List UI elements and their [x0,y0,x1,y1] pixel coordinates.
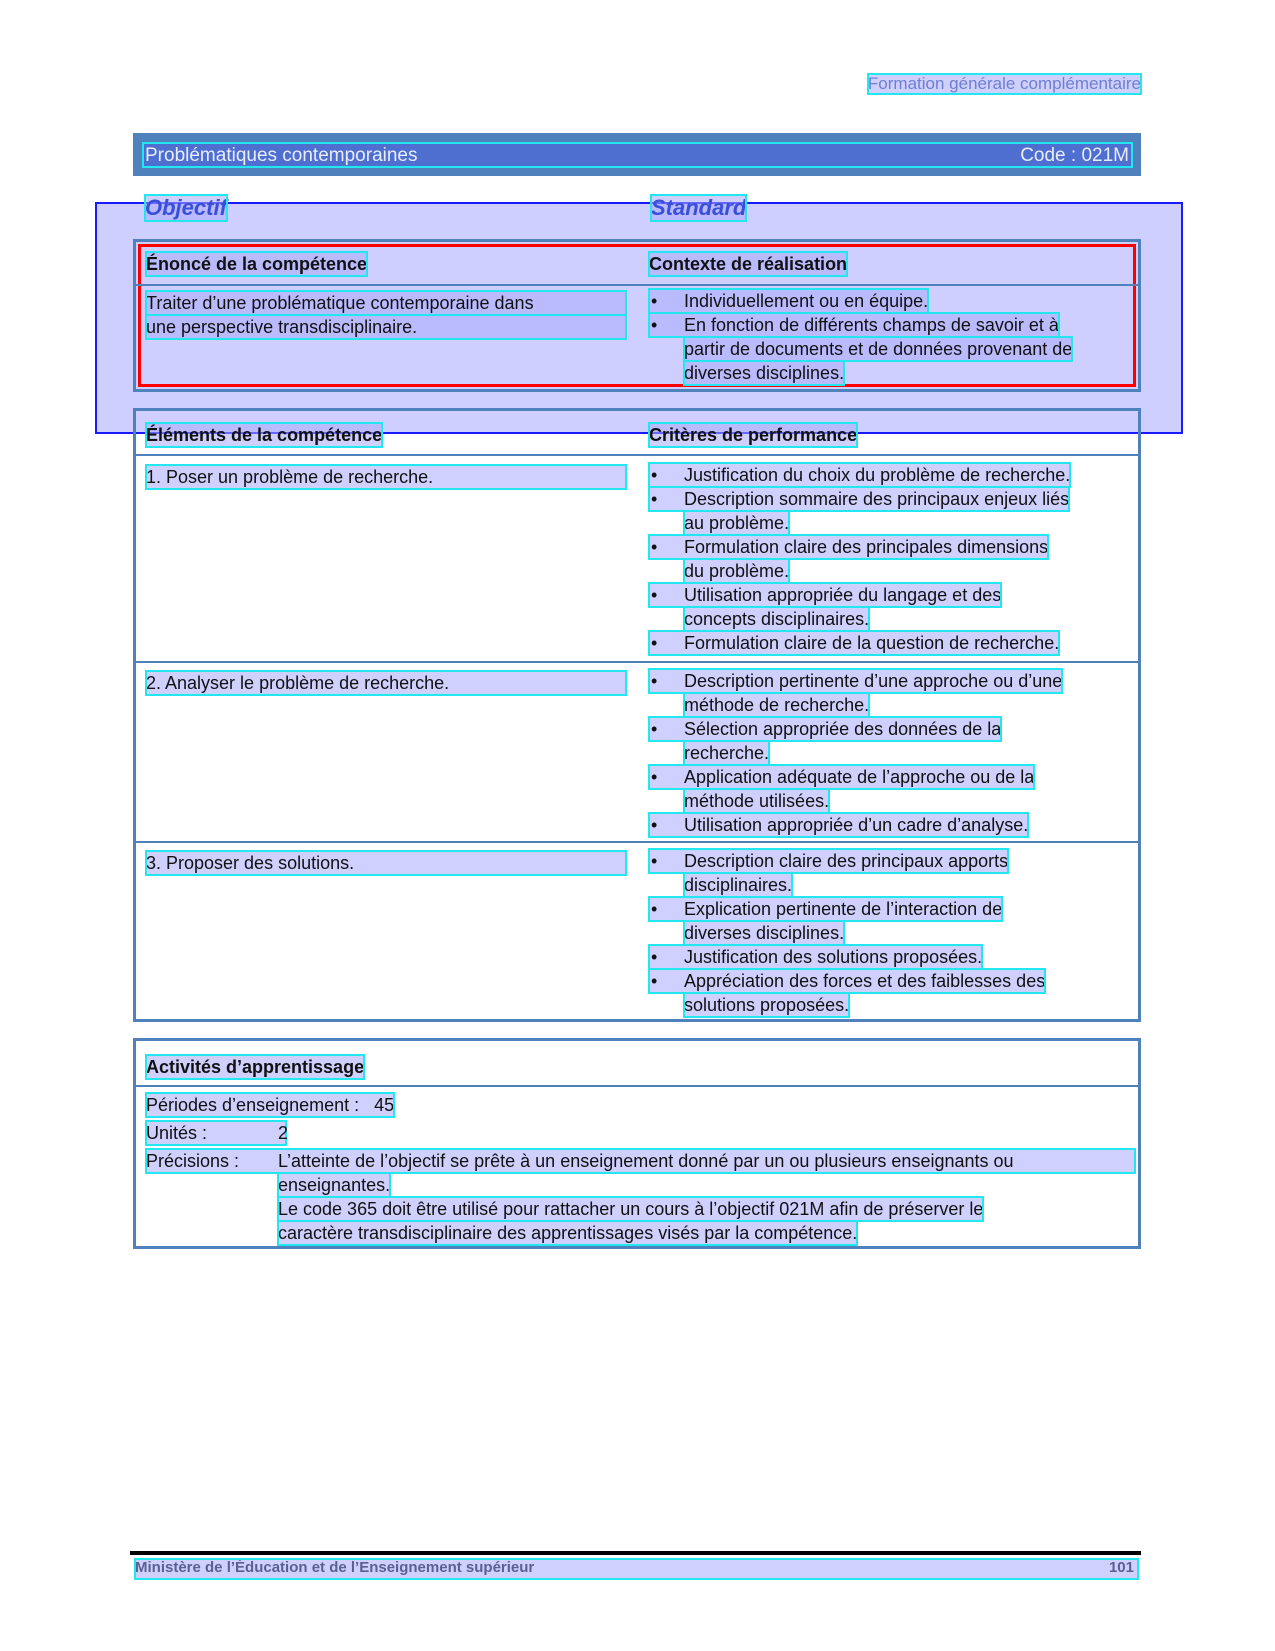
contexte-heading: Contexte de réalisation [649,254,848,274]
enonce-text-line: une perspective transdisciplinaire. [146,315,626,339]
criterion-line: Justification des solutions proposées. [649,945,982,969]
bullet-icon: • [651,971,658,991]
periodes-row [146,1093,394,1117]
criterion-line: Sélection appropriée des données de la [649,717,1001,741]
bullet-icon: • [651,767,658,787]
element-item: 1. Poser un problème de recherche. [146,465,626,489]
precisions-line: Le code 365 doit être utilisé pour rattacher un cours à l’objectif 021M afin de préserver le [278,1199,984,1219]
bullet-icon: • [651,315,658,335]
precisions-line: enseignantes. [278,1175,391,1195]
bullet-icon: • [651,489,658,509]
criterion-line: diverses disciplines. [684,363,845,383]
bullet-icon: • [651,719,658,739]
bullet-icon: • [651,815,658,835]
criterion-line: Explication pertinente de l’interaction de [649,897,1002,921]
footer [135,1559,1138,1579]
enonce-text-line: Traiter d’une problématique contemporaine dans [146,291,626,315]
course-code: Code : 021M [1020,145,1129,166]
unites-label: Unités : [146,1123,208,1143]
criterion-line: solutions proposées. [684,995,850,1015]
criterion-line: au problème. [684,513,790,533]
criterion-line: Description claire des principaux apports [649,849,1008,873]
bullet-icon: • [651,633,658,653]
criterion-line: Utilisation appropriée du langage et des [649,583,1001,607]
running-header: Formation générale complémentaire [867,74,1141,93]
precisions-line: caractère transdisciplinaire des apprentissages visés par la compétence. [278,1223,858,1243]
criteres-heading: Critères de performance [649,425,858,445]
page-number: 101 [1108,1559,1134,1576]
bullet-icon: • [651,585,658,605]
section-standard: Standard [651,195,747,220]
elements-heading: Éléments de la compétence [146,425,383,445]
unites-value: 2 [278,1123,289,1143]
periodes-value: 45 [374,1095,395,1115]
criterion-line: du problème. [684,561,790,581]
criterion-line: recherche. [684,743,770,763]
precisions-line: L’atteinte de l’objectif se prête à un enseignement donné par un ou plusieurs enseignants ou [278,1151,1014,1171]
periodes-label: Périodes d’enseignement : [146,1095,360,1115]
criterion-line: Appréciation des forces et des faiblesses des [649,969,1045,993]
criterion-line: Justification du choix du problème de recherche. [649,463,1070,487]
section-objectif: Objectif [145,195,227,220]
criterion-line: méthode utilisées. [684,791,830,811]
course-header-bar [133,133,1141,176]
bullet-icon: • [651,851,658,871]
enonce-box [133,239,1141,392]
element-item: 2. Analyser le problème de recherche. [146,671,626,695]
bullet-icon: • [651,465,658,485]
unites-row [146,1121,289,1145]
bullet-icon: • [651,291,658,311]
criterion-line: Formulation claire des principales dimensions [649,535,1048,559]
footer-rule [130,1551,1141,1555]
criterion-line: Utilisation appropriée d’un cadre d’analyse. [649,813,1028,837]
criterion-line: Formulation claire de la question de recherche. [649,631,1059,655]
element-item: 3. Proposer des solutions. [146,851,626,875]
criterion-line: En fonction de différents champs de savoir et à [649,313,1059,337]
bullet-icon: • [651,947,658,967]
criterion-line: Description pertinente d’une approche ou d’une [649,669,1062,693]
criterion-line: Description sommaire des principaux enjeux liés [649,487,1069,511]
bullet-icon: • [651,671,658,691]
criterion-line: diverses disciplines. [684,923,845,943]
criterion-line: concepts disciplinaires. [684,609,870,629]
criterion-line: disciplinaires. [684,875,793,895]
activites-heading: Activités d’apprentissage [146,1057,365,1077]
criterion-line: Application adéquate de l’approche ou de la [649,765,1034,789]
elements-box [133,408,1141,1022]
enonce-heading: Énoncé de la compétence [146,254,368,274]
criterion-line: partir de documents et de données provenant de [684,339,1073,359]
bullet-icon: • [651,899,658,919]
footer-ministry: Ministère de l’Éducation et de l’Enseignement supérieur [135,1559,535,1576]
activites-box [133,1038,1141,1249]
criterion-line: Individuellement ou en équipe. [649,289,928,313]
bullet-icon: • [651,537,658,557]
criterion-line: méthode de recherche. [684,695,870,715]
course-title: Problématiques contemporaines [145,145,418,166]
precisions-label: Précisions : [146,1149,1135,1173]
